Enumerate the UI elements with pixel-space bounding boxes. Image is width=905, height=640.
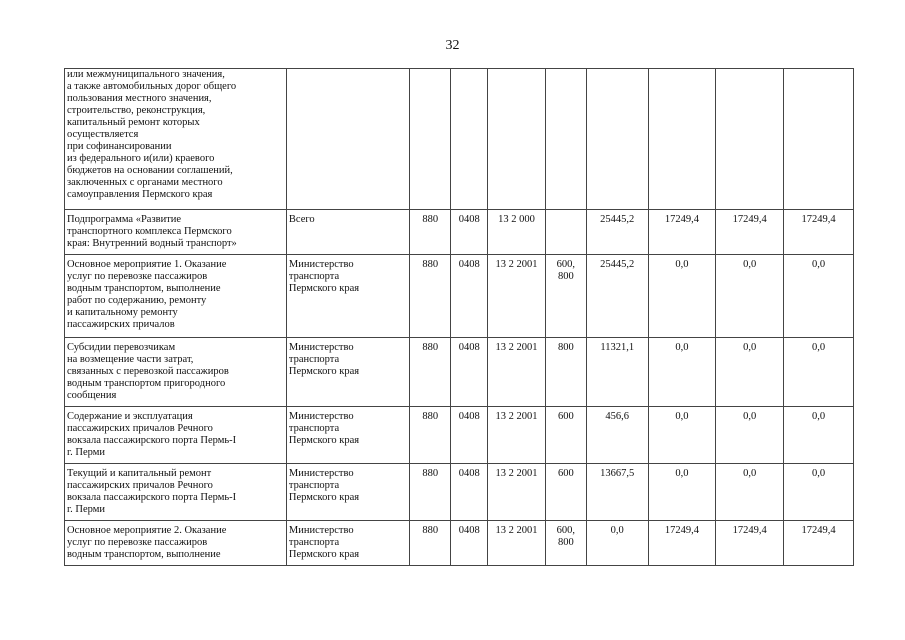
rzpr-cell: 0408 xyxy=(451,521,488,566)
table-row xyxy=(65,255,854,338)
program-name-cell: Текущий и капитальный ремонт пассажирских причалов Речного вокзала пассажирского порта Пермь-I г. Перми xyxy=(65,464,287,521)
table-row xyxy=(65,338,854,407)
grbs-cell: 880 xyxy=(410,464,451,521)
value-cell-2: 0,0 xyxy=(648,407,716,464)
program-name-cell: Содержание и эксплуатация пассажирских причалов Речного вокзала пассажирского порта Пермь-I г. Перми xyxy=(65,407,287,464)
value-cell-1: 0,0 xyxy=(586,521,648,566)
value-cell-2: 0,0 xyxy=(648,338,716,407)
csr-cell: 13 2 2001 xyxy=(488,255,546,338)
vr-cell: 600, 800 xyxy=(545,255,586,338)
executor-cell xyxy=(286,69,409,210)
value-cell-1: 456,6 xyxy=(586,407,648,464)
executor-cell: Министерство транспорта Пермского края xyxy=(286,464,409,521)
value-cell-2: 0,0 xyxy=(648,255,716,338)
value-cell-4: 0,0 xyxy=(784,407,854,464)
value-cell-3: 0,0 xyxy=(716,255,784,338)
value-cell-2: 17249,4 xyxy=(648,521,716,566)
value-cell-4: 0,0 xyxy=(784,255,854,338)
value-cell-4: 0,0 xyxy=(784,338,854,407)
vr-cell xyxy=(545,69,586,210)
value-cell-1: 13667,5 xyxy=(586,464,648,521)
value-cell-1: 11321,1 xyxy=(586,338,648,407)
value-cell-3: 17249,4 xyxy=(716,210,784,255)
value-cell-1: 25445,2 xyxy=(586,255,648,338)
value-cell-2: 17249,4 xyxy=(648,210,716,255)
value-cell-3: 0,0 xyxy=(716,407,784,464)
page-number: 32 xyxy=(445,38,460,53)
executor-cell: Министерство транспорта Пермского края xyxy=(286,255,409,338)
value-cell-4: 17249,4 xyxy=(784,210,854,255)
value-cell-4: 17249,4 xyxy=(784,521,854,566)
table-row xyxy=(65,210,854,255)
vr-cell xyxy=(545,210,586,255)
grbs-cell: 880 xyxy=(410,338,451,407)
executor-cell: Министерство транспорта Пермского края xyxy=(286,407,409,464)
value-cell-2 xyxy=(648,69,716,210)
table-row xyxy=(65,521,854,566)
value-cell-3 xyxy=(716,69,784,210)
table-row xyxy=(65,464,854,521)
executor-cell: Всего xyxy=(286,210,409,255)
csr-cell: 13 2 2001 xyxy=(488,521,546,566)
program-name-cell: Субсидии перевозчикам на возмещение части затрат, связанных с перевозкой пассажиров водным транспортом пригородного сообщения xyxy=(65,338,287,407)
program-name-cell: Подпрограмма «Развитие транспортного комплекса Пермского края: Внутренний водный транспорт» xyxy=(65,210,287,255)
program-name-cell: или межмуниципального значения, а также автомобильных дорог общего пользования местного значения, строительство, реконструкция, капитальный ремонт которых осуществляется при софинансировании из федерального и(или) краевого бюджетов на основании соглашений, заключенных с органами местного самоуправления Пермского края xyxy=(65,69,287,210)
rzpr-cell: 0408 xyxy=(451,407,488,464)
vr-cell: 600, 800 xyxy=(545,521,586,566)
grbs-cell: 880 xyxy=(410,407,451,464)
rzpr-cell: 0408 xyxy=(451,255,488,338)
csr-cell xyxy=(488,69,546,210)
value-cell-1 xyxy=(586,69,648,210)
rzpr-cell: 0408 xyxy=(451,338,488,407)
executor-cell: Министерство транспорта Пермского края xyxy=(286,521,409,566)
value-cell-1: 25445,2 xyxy=(586,210,648,255)
value-cell-2: 0,0 xyxy=(648,464,716,521)
budget-table xyxy=(64,68,854,566)
vr-cell: 600 xyxy=(545,407,586,464)
table-row xyxy=(65,69,854,210)
value-cell-4 xyxy=(784,69,854,210)
rzpr-cell: 0408 xyxy=(451,210,488,255)
value-cell-3: 0,0 xyxy=(716,338,784,407)
executor-cell: Министерство транспорта Пермского края xyxy=(286,338,409,407)
vr-cell: 600 xyxy=(545,464,586,521)
value-cell-3: 0,0 xyxy=(716,464,784,521)
grbs-cell xyxy=(410,69,451,210)
grbs-cell: 880 xyxy=(410,255,451,338)
grbs-cell: 880 xyxy=(410,210,451,255)
csr-cell: 13 2 2001 xyxy=(488,407,546,464)
value-cell-4: 0,0 xyxy=(784,464,854,521)
grbs-cell: 880 xyxy=(410,521,451,566)
rzpr-cell xyxy=(451,69,488,210)
program-name-cell: Основное мероприятие 1. Оказание услуг по перевозке пассажиров водным транспортом, выполнение работ по содержанию, ремонту и капитальному ремонту пассажирских причалов xyxy=(65,255,287,338)
csr-cell: 13 2 2001 xyxy=(488,464,546,521)
vr-cell: 800 xyxy=(545,338,586,407)
program-name-cell: Основное мероприятие 2. Оказание услуг по перевозке пассажиров водным транспортом, выполнение xyxy=(65,521,287,566)
csr-cell: 13 2 000 xyxy=(488,210,546,255)
value-cell-3: 17249,4 xyxy=(716,521,784,566)
csr-cell: 13 2 2001 xyxy=(488,338,546,407)
table-row xyxy=(65,407,854,464)
rzpr-cell: 0408 xyxy=(451,464,488,521)
